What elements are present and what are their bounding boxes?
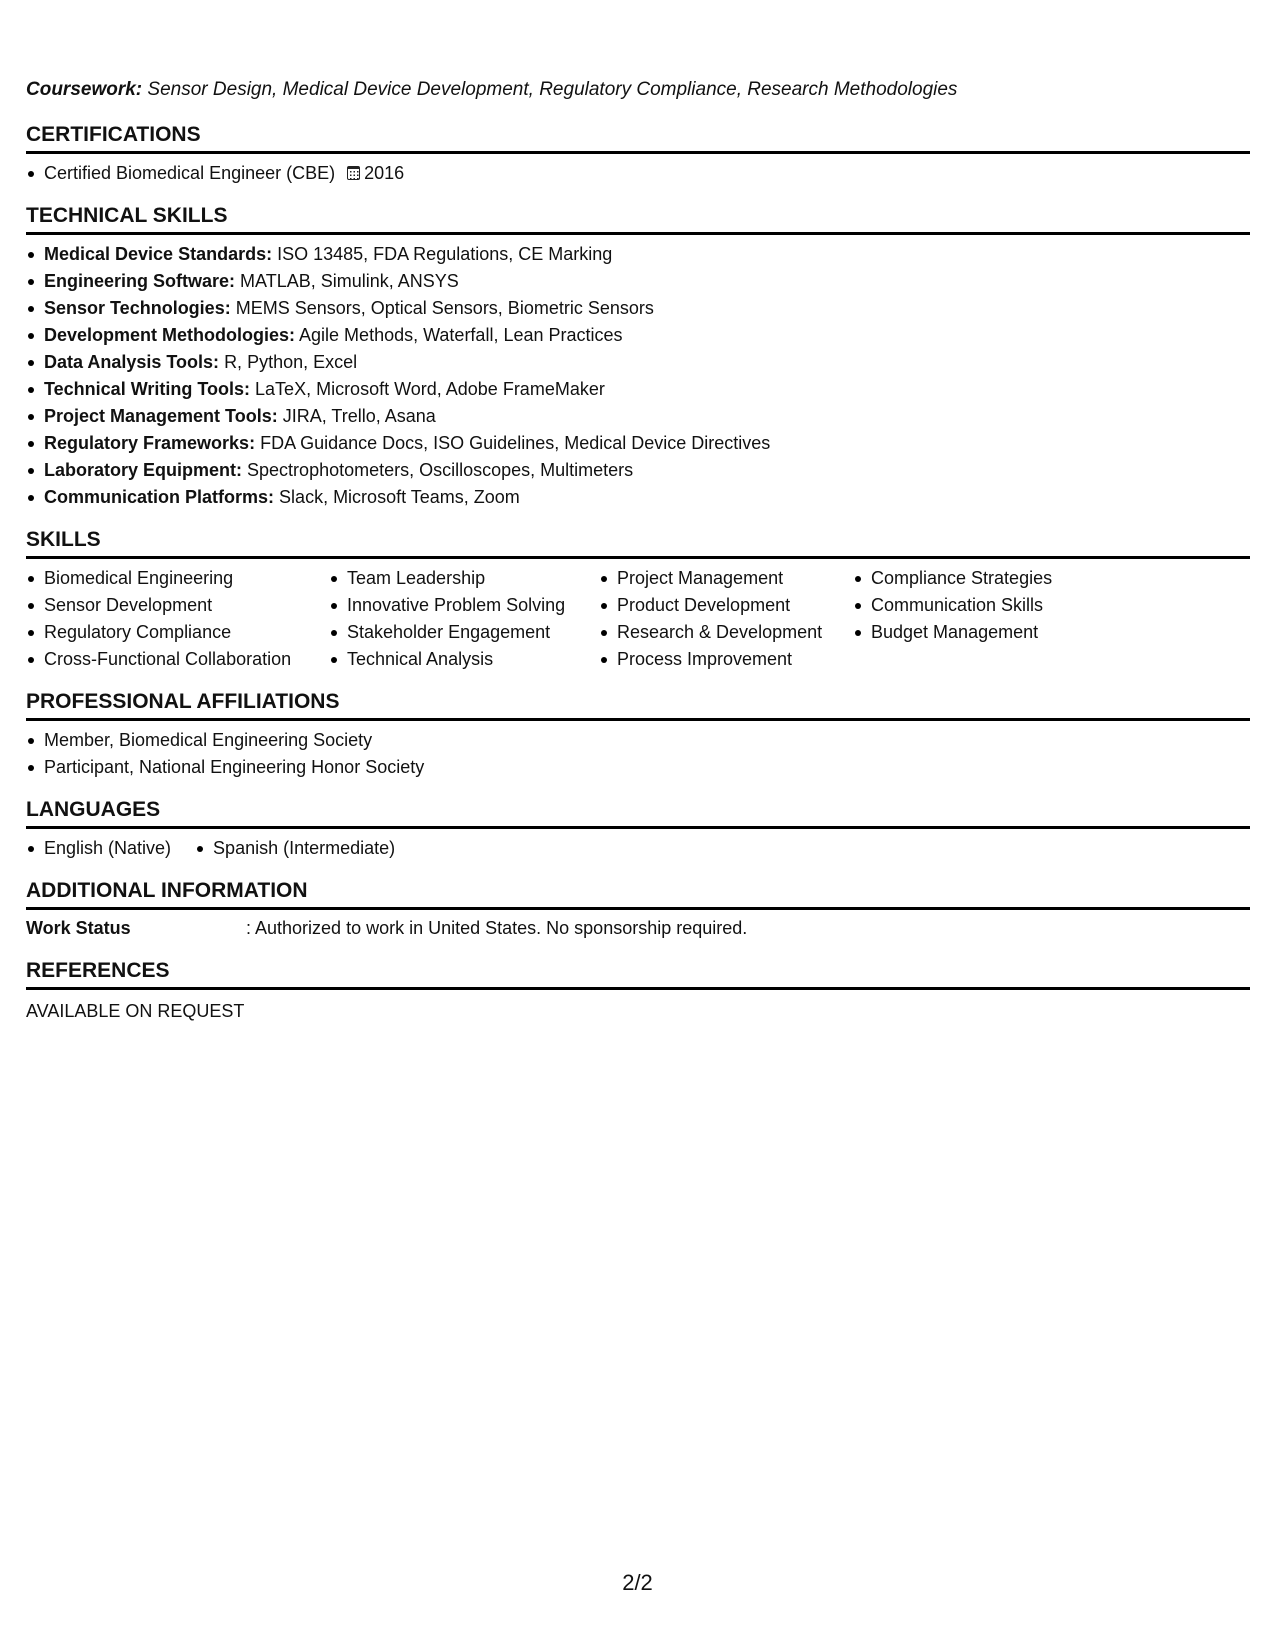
languages-list bbox=[26, 835, 1250, 862]
technical-skills-list bbox=[26, 241, 1250, 511]
resume-page bbox=[26, 76, 1250, 1041]
skills-column-4 bbox=[853, 565, 1133, 673]
list-item bbox=[26, 322, 1250, 349]
skill-category-value: LaTeX, Microsoft Word, Adobe FrameMaker bbox=[255, 379, 605, 399]
languages-section bbox=[26, 797, 1250, 862]
certifications-list bbox=[26, 160, 1250, 187]
skill-category-value: Agile Methods, Waterfall, Lean Practices bbox=[299, 325, 623, 345]
section-title-skills: SKILLS bbox=[26, 527, 1250, 559]
list-item: Spanish (Intermediate) bbox=[195, 835, 395, 862]
work-status-value: : Authorized to work in United States. No sponsorship required. bbox=[246, 918, 748, 938]
list-item: Research & Development bbox=[599, 619, 853, 646]
list-item: Participant, National Engineering Honor Society bbox=[26, 754, 1250, 781]
skills-column-1 bbox=[26, 565, 329, 673]
list-item: Stakeholder Engagement bbox=[329, 619, 599, 646]
skill-category-label: Sensor Technologies: bbox=[44, 298, 231, 318]
list-item: Budget Management bbox=[853, 619, 1133, 646]
list-item: Product Development bbox=[599, 592, 853, 619]
skill-category-value: FDA Guidance Docs, ISO Guidelines, Medical Device Directives bbox=[260, 433, 771, 453]
section-title-languages: LANGUAGES bbox=[26, 797, 1250, 829]
skill-category-label: Medical Device Standards: bbox=[44, 244, 273, 264]
list-item: Innovative Problem Solving bbox=[329, 592, 599, 619]
list-item: Compliance Strategies bbox=[853, 565, 1133, 592]
list-item: Technical Analysis bbox=[329, 646, 599, 673]
list-item: Member, Biomedical Engineering Society bbox=[26, 727, 1250, 754]
references-section bbox=[26, 958, 1250, 1025]
skills-column-3 bbox=[599, 565, 853, 673]
calendar-icon bbox=[347, 166, 360, 180]
certification-year: 2016 bbox=[364, 163, 405, 183]
list-item: Communication Skills bbox=[853, 592, 1133, 619]
list-item: Regulatory Compliance bbox=[26, 619, 329, 646]
skill-category-label: Technical Writing Tools: bbox=[44, 379, 251, 399]
skill-category-label: Engineering Software: bbox=[44, 271, 236, 291]
list-item bbox=[26, 268, 1250, 295]
list-item: Project Management bbox=[599, 565, 853, 592]
certification-name: Certified Biomedical Engineer (CBE) bbox=[44, 163, 336, 183]
list-item bbox=[26, 403, 1250, 430]
skill-category-value: JIRA, Trello, Asana bbox=[282, 406, 436, 426]
references-text: AVAILABLE ON REQUEST bbox=[26, 1001, 245, 1021]
skill-category-label: Project Management Tools: bbox=[44, 406, 278, 426]
skill-category-label: Communication Platforms: bbox=[44, 487, 275, 507]
skill-category-value: ISO 13485, FDA Regulations, CE Marking bbox=[277, 244, 613, 264]
skill-category-label: Development Methodologies: bbox=[44, 325, 296, 345]
list-item: English (Native) bbox=[26, 835, 171, 862]
skills-section bbox=[26, 527, 1250, 673]
section-title-certifications: CERTIFICATIONS bbox=[26, 122, 1250, 154]
certifications-section bbox=[26, 122, 1250, 187]
list-item bbox=[26, 349, 1250, 376]
technical-skills-section bbox=[26, 203, 1250, 511]
skill-category-label: Regulatory Frameworks: bbox=[44, 433, 256, 453]
section-title-technical-skills: TECHNICAL SKILLS bbox=[26, 203, 1250, 235]
work-status-row bbox=[26, 915, 1250, 942]
affiliations-list bbox=[26, 727, 1250, 781]
list-item bbox=[26, 484, 1250, 511]
skills-grid bbox=[26, 565, 1250, 673]
additional-info-section bbox=[26, 878, 1250, 942]
list-item bbox=[26, 457, 1250, 484]
list-item bbox=[26, 376, 1250, 403]
section-title-additional-info: ADDITIONAL INFORMATION bbox=[26, 878, 1250, 910]
skill-category-value: MEMS Sensors, Optical Sensors, Biometric Sensors bbox=[235, 298, 654, 318]
skill-category-value: Spectrophotometers, Oscilloscopes, Multimeters bbox=[247, 460, 634, 480]
affiliations-section bbox=[26, 689, 1250, 781]
skill-category-value: Slack, Microsoft Teams, Zoom bbox=[279, 487, 520, 507]
skills-column-2 bbox=[329, 565, 599, 673]
skill-category-label: Laboratory Equipment: bbox=[44, 460, 243, 480]
skill-category-label: Data Analysis Tools: bbox=[44, 352, 220, 372]
section-title-affiliations: PROFESSIONAL AFFILIATIONS bbox=[26, 689, 1250, 721]
coursework-text: Sensor Design, Medical Device Development, Regulatory Compliance, Research Methodologies bbox=[147, 79, 958, 100]
list-item: Cross-Functional Collaboration bbox=[26, 646, 329, 673]
list-item: Process Improvement bbox=[599, 646, 853, 673]
skill-category-value: MATLAB, Simulink, ANSYS bbox=[240, 271, 459, 291]
coursework-line bbox=[26, 76, 1250, 104]
section-title-references: REFERENCES bbox=[26, 958, 1250, 990]
work-status-label: Work Status bbox=[26, 918, 131, 938]
list-item: Team Leadership bbox=[329, 565, 599, 592]
list-item: Sensor Development bbox=[26, 592, 329, 619]
list-item bbox=[26, 241, 1250, 268]
list-item bbox=[26, 160, 1250, 187]
coursework-label: Coursework: bbox=[26, 79, 143, 100]
skill-category-value: R, Python, Excel bbox=[224, 352, 358, 372]
list-item: Biomedical Engineering bbox=[26, 565, 329, 592]
list-item bbox=[26, 295, 1250, 322]
list-item bbox=[26, 430, 1250, 457]
page-number: 2/2 bbox=[622, 1570, 653, 1595]
